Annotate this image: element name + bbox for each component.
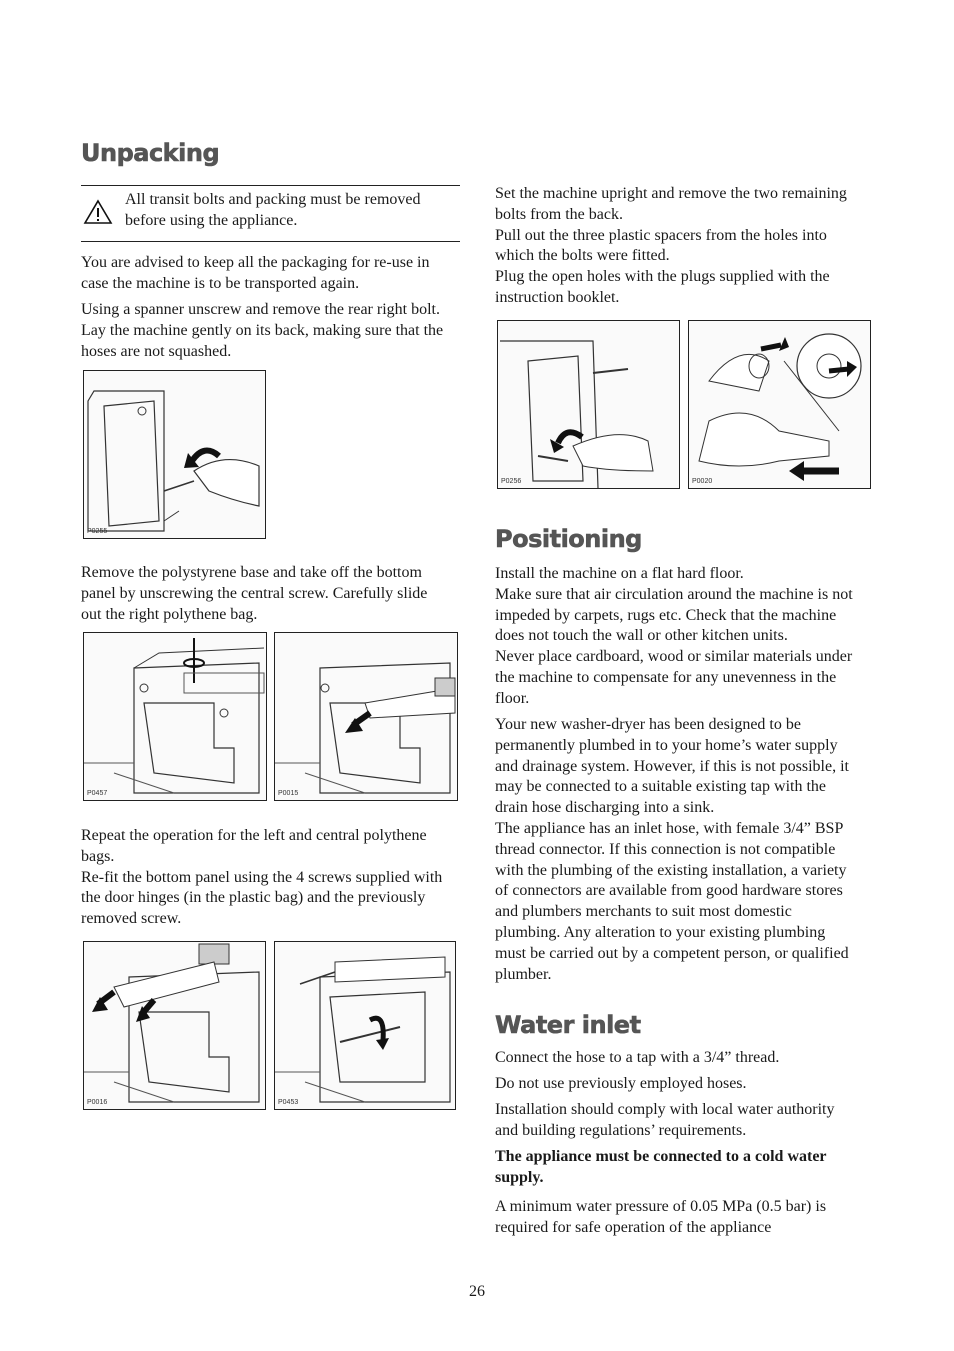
figure-code: P0016 <box>87 1099 108 1106</box>
positioning-heading: Positioning <box>495 525 642 553</box>
figure-code: P0015 <box>278 790 299 797</box>
positioning-paragraph-2: Your new washer-dryer has been designed to be permanently plumbed in to your home’s water supply and drainage system. However, if this is not possible, it may be connected to a suitable existing tap with the drain hose discharging into a sink. The appliance has an inlet hose, with female 3/4” BSP thread connector. If this connection is not compatible with the plumbing of the existing installation, a variety of connectors are available from good hardware stores and plumbers merchants to suit most domestic plumbing. Any alteration to your existing plumbing must be carried out by a competent person, or qualified plumber. <box>495 716 849 983</box>
rear-bolt-paragraph: Using a spanner unscrew and remove the rear right bolt. Lay the machine gently on its back, making sure that the hoses are not squashed. <box>81 301 444 360</box>
water-inlet-line-1: Connect the hose to a tap with a 3/4” thread. <box>495 1049 780 1066</box>
packaging-paragraph: You are advised to keep all the packaging for re-use in case the machine is to be transported again. <box>81 254 430 292</box>
figure-code: P0457 <box>87 790 108 797</box>
warning-box <box>81 185 460 242</box>
figure-slide-bag <box>274 632 458 801</box>
figure-code: P0453 <box>278 1099 299 1106</box>
water-inlet-heading: Water inlet <box>495 1011 641 1039</box>
figure-code: P0256 <box>501 478 522 485</box>
unpacking-heading: Unpacking <box>81 139 220 167</box>
page-number: 26 <box>469 1283 485 1300</box>
warning-triangle-icon <box>83 199 113 225</box>
figure-remove-bags <box>83 941 266 1110</box>
water-inlet-regulations: Installation should comply with local water authority and building regulations’ requirements. <box>495 1101 835 1139</box>
figure-spacers-plugs <box>688 320 871 489</box>
polystyrene-paragraph: Remove the polystyrene base and take off the bottom panel by unscrewing the central screw. Carefully slide out the right polythene bag. <box>81 564 428 623</box>
figure-remaining-bolts <box>497 320 680 489</box>
figure-bottom-panel-screw <box>83 632 267 801</box>
figure-code: P0255 <box>87 528 108 535</box>
warning-text: All transit bolts and packing must be removed before using the appliance. <box>125 191 421 229</box>
water-inlet-line-2: Do not use previously employed hoses. <box>495 1075 747 1092</box>
refit-paragraph: Repeat the operation for the left and central polythene bags. Re-fit the bottom panel using the 4 screws supplied with the door hinges (in the plastic bag) and the previously removed screw. <box>81 827 443 928</box>
figure-code: P0020 <box>692 478 713 485</box>
figure-rear-bolt <box>83 370 266 539</box>
figure-refit-panel <box>274 941 456 1110</box>
water-pressure-paragraph: A minimum water pressure of 0.05 MPa (0.5 bar) is required for safe operation of the appliance <box>495 1198 827 1236</box>
water-inlet-cold-warning: The appliance must be connected to a cold water supply. <box>495 1148 827 1186</box>
upright-paragraph: Set the machine upright and remove the two remaining bolts from the back. Pull out the three plastic spacers from the holes into which the bolts were fitted. Plug the open holes with the plugs supplied with the instruction booklet. <box>495 185 847 306</box>
positioning-paragraph-1: Install the machine on a flat hard floor. Make sure that air circulation around the machine is not impeded by carpets, rugs etc. Check that the machine does not touch the wall or other kitchen units. Never place cardboard, wood or similar materials under the machine to compensate for any unevenness in the floor. <box>495 565 853 707</box>
